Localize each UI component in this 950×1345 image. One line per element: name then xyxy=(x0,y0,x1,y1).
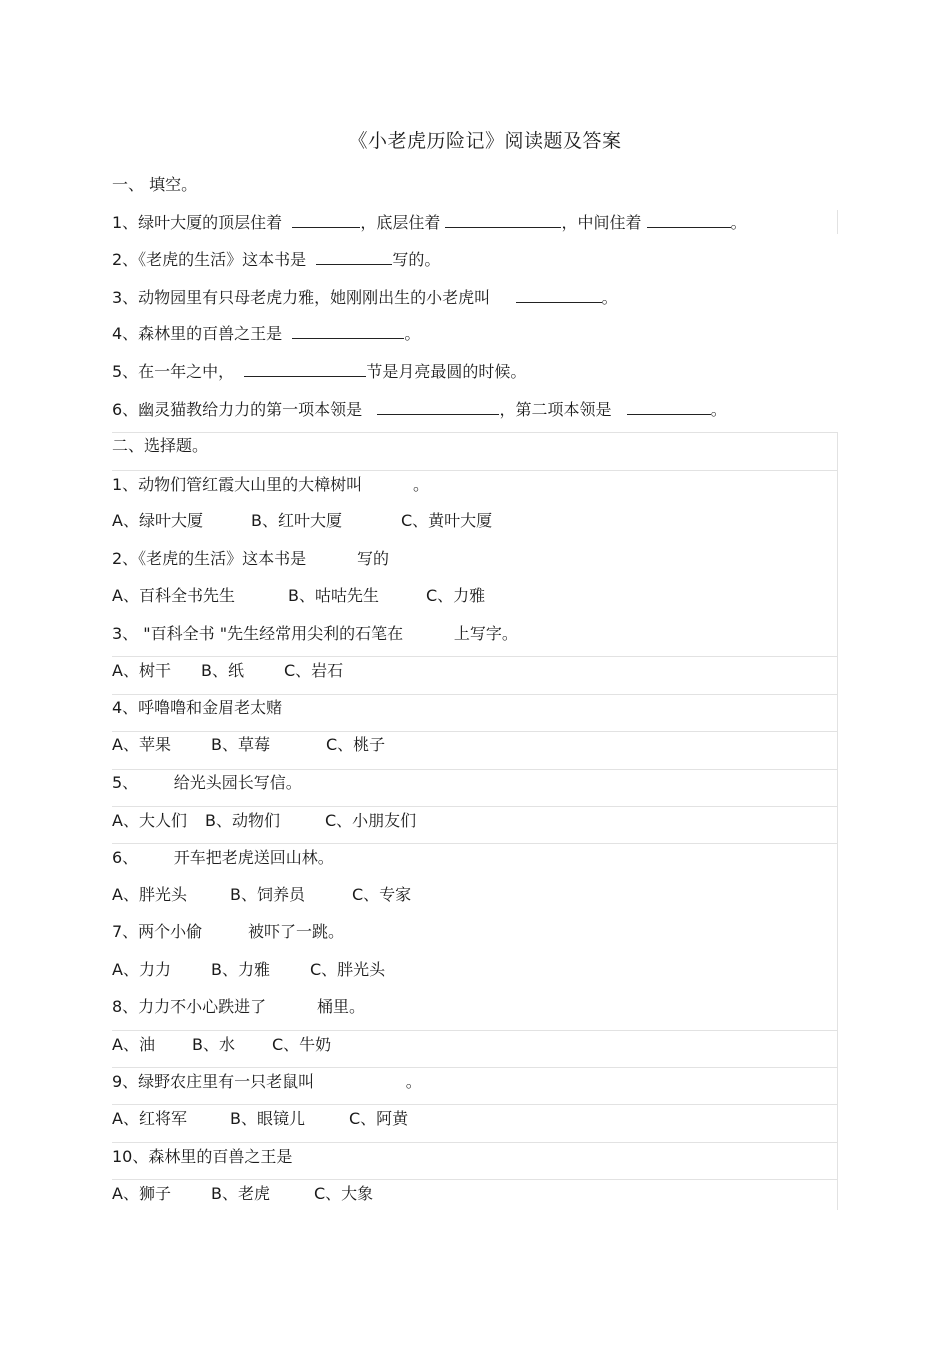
option-c[interactable]: C、岩石 xyxy=(284,661,344,680)
row-rule xyxy=(112,1142,838,1143)
choice-options-2 xyxy=(112,585,485,607)
option-a[interactable]: A、胖光头 xyxy=(112,885,187,904)
choice-question-3: 3、 "百科全书 "先生经常用尖利的石笔在 上写字。 xyxy=(112,624,518,643)
choice-question-8: 8、力力不小心跌进了 桶里。 xyxy=(112,997,366,1016)
choice-question-9: 9、绿野农庄里有一只老鼠叫 。 xyxy=(112,1072,422,1091)
option-a[interactable]: A、力力 xyxy=(112,960,171,979)
row-rule xyxy=(112,694,838,695)
choice-options-1 xyxy=(112,510,492,532)
option-a[interactable]: A、百科全书先生 xyxy=(112,586,235,605)
row-rule xyxy=(112,769,838,770)
option-b[interactable]: B、水 xyxy=(192,1035,235,1054)
option-a[interactable]: A、苹果 xyxy=(112,735,171,754)
option-a[interactable]: A、树干 xyxy=(112,661,171,680)
choice-options-7 xyxy=(112,959,385,981)
fill-question-4: 4、森林里的百兽之王是 。 xyxy=(112,324,421,343)
choice-question-7: 7、两个小偷 被吓了一跳。 xyxy=(112,922,344,941)
fill-question-1: 1、绿叶大厦的顶层住着 ，底层住着 ，中间住着 。 xyxy=(112,213,747,232)
fill-question-6: 6、幽灵猫教给力力的第一项本领是 ，第二项本领是 。 xyxy=(112,400,727,419)
answer-blank[interactable] xyxy=(445,211,561,228)
row-rule xyxy=(112,1030,838,1031)
row-rule xyxy=(112,1104,838,1105)
row-rule xyxy=(112,470,838,471)
choice-options-9 xyxy=(112,1108,408,1130)
choice-question-5: 5、 给光头园长写信。 xyxy=(112,773,302,792)
choice-options-10 xyxy=(112,1183,373,1205)
option-a[interactable]: A、油 xyxy=(112,1035,155,1054)
option-c[interactable]: C、黄叶大厦 xyxy=(401,511,493,530)
column-rule xyxy=(837,210,838,234)
section2-heading: 二、选择题。 xyxy=(112,436,209,455)
option-a[interactable]: A、绿叶大厦 xyxy=(112,511,203,530)
option-b[interactable]: B、老虎 xyxy=(211,1184,270,1203)
answer-blank[interactable] xyxy=(292,322,404,339)
option-c[interactable]: C、桃子 xyxy=(326,735,386,754)
answer-blank[interactable] xyxy=(292,211,360,228)
row-rule xyxy=(112,731,838,732)
row-rule xyxy=(112,843,838,844)
choice-question-1: 1、动物们管红霞大山里的大樟树叫 。 xyxy=(112,475,430,494)
answer-blank[interactable] xyxy=(377,398,499,415)
choice-options-8 xyxy=(112,1034,331,1056)
fill-question-5: 5、在一年之中， 节是月亮最圆的时候。 xyxy=(112,362,527,381)
option-c[interactable]: C、小朋友们 xyxy=(325,811,417,830)
option-a[interactable]: A、狮子 xyxy=(112,1184,171,1203)
option-b[interactable]: B、眼镜儿 xyxy=(230,1109,305,1128)
row-rule xyxy=(112,806,838,807)
choice-options-3 xyxy=(112,660,343,682)
option-c[interactable]: C、胖光头 xyxy=(310,960,386,979)
option-c[interactable]: C、力雅 xyxy=(426,586,486,605)
choice-question-2: 2、《老虎的生活》这本书是 写的 xyxy=(112,549,390,568)
option-b[interactable]: B、咕咕先生 xyxy=(288,586,379,605)
choice-question-6: 6、 开车把老虎送回山林。 xyxy=(112,848,334,867)
option-c[interactable]: C、牛奶 xyxy=(272,1035,332,1054)
answer-blank[interactable] xyxy=(516,286,602,303)
row-rule xyxy=(112,1067,838,1068)
option-c[interactable]: C、阿黄 xyxy=(349,1109,409,1128)
row-rule xyxy=(112,1179,838,1180)
option-b[interactable]: B、草莓 xyxy=(211,735,270,754)
option-c[interactable]: C、大象 xyxy=(314,1184,374,1203)
answer-blank[interactable] xyxy=(316,248,392,265)
row-rule xyxy=(112,432,838,433)
choice-options-4 xyxy=(112,734,385,756)
answer-blank[interactable] xyxy=(647,211,731,228)
fill-question-3: 3、动物园里有只母老虎力雅，她刚刚出生的小老虎叫 。 xyxy=(112,288,618,307)
choice-options-6 xyxy=(112,884,411,906)
document-title: 《小老虎历险记》阅读题及答案 xyxy=(348,130,622,152)
fill-question-2: 2、《老虎的生活》这本书是 写的。 xyxy=(112,250,441,269)
option-a[interactable]: A、大人们 xyxy=(112,811,187,830)
option-b[interactable]: B、红叶大厦 xyxy=(251,511,342,530)
option-b[interactable]: B、力雅 xyxy=(211,960,270,979)
choice-options-5 xyxy=(112,810,416,832)
answer-blank[interactable] xyxy=(627,398,711,415)
option-b[interactable]: B、纸 xyxy=(201,661,244,680)
row-rule xyxy=(112,656,838,657)
option-b[interactable]: B、动物们 xyxy=(205,811,280,830)
option-a[interactable]: A、红将军 xyxy=(112,1109,187,1128)
section1-heading: 一、 填空。 xyxy=(112,175,198,194)
option-b[interactable]: B、饲养员 xyxy=(230,885,305,904)
choice-question-10: 10、森林里的百兽之王是 xyxy=(112,1147,293,1166)
answer-blank[interactable] xyxy=(244,360,366,377)
option-c[interactable]: C、专家 xyxy=(352,885,412,904)
choice-question-4: 4、呼噜噜和金眉老太赌 xyxy=(112,698,283,717)
column-rule xyxy=(837,432,838,1210)
